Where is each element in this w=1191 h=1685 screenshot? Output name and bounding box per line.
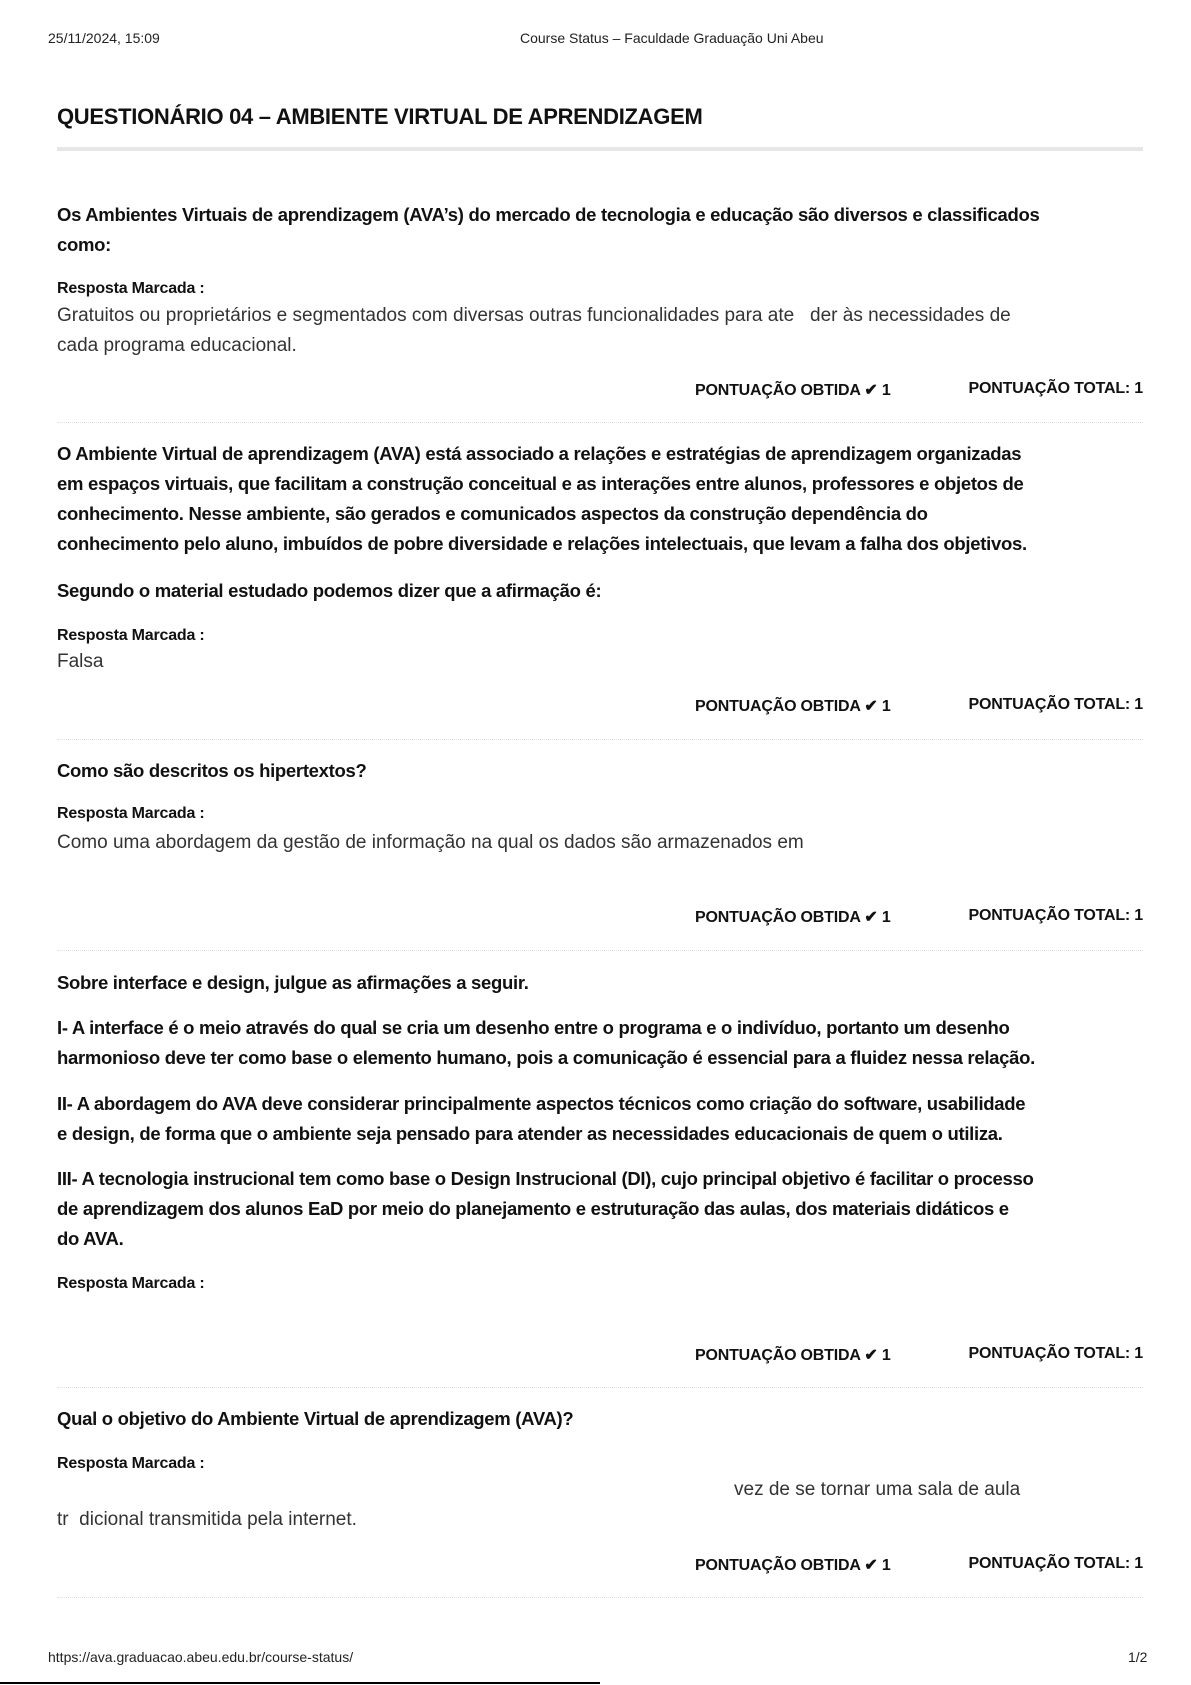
page-title: QUESTIONÁRIO 04 – AMBIENTE VIRTUAL DE APRENDIZAGEM <box>57 104 703 129</box>
print-page-title: Course Status – Faculdade Graduação Uni Abeu <box>520 30 824 46</box>
question-5-answer-line-2: tr dicional transmitida pela internet. <box>57 1509 357 1530</box>
print-url: https://ava.graduacao.abeu.edu.br/course-status/ <box>48 1649 354 1665</box>
check-icon: ✔ <box>864 698 878 715</box>
statement-2: II- A abordagem do AVA deve considerar principalmente aspectos técnicos como criação do software, usabilidade e design, de forma que o ambiente seja pensado para atender as necessidades educacionais de quem o utiliza. <box>57 1093 1026 1144</box>
title-divider <box>57 147 1143 151</box>
page-edge-line <box>0 1682 600 1684</box>
score-total: PONTUAÇÃO TOTAL: 1 <box>968 380 1143 397</box>
answer-label: Resposta Marcada : <box>57 1455 205 1472</box>
score-total: PONTUAÇÃO TOTAL: 1 <box>968 696 1143 713</box>
score-obtained-label: PONTUAÇÃO OBTIDA <box>695 909 861 926</box>
score-obtained <box>695 380 891 400</box>
question-5-answer-line-1: vez de se tornar uma sala de aula <box>734 1479 1021 1500</box>
statement-3: III- A tecnologia instrucional tem como base o Design Instrucional (DI), cujo principal objetivo é facilitar o processo de aprendizagem dos alunos EaD por meio do planejamento e estruturação das aulas, dos materiais didáticos e do AVA. <box>57 1168 1034 1249</box>
answer-label: Resposta Marcada : <box>57 280 205 297</box>
score-obtained-value: 1 <box>881 698 891 715</box>
score-obtained <box>695 1555 891 1575</box>
score-obtained-value: 1 <box>881 1347 891 1364</box>
score-obtained-value: 1 <box>881 1557 891 1574</box>
score-obtained-label: PONTUAÇÃO OBTIDA <box>695 382 861 399</box>
question-2-answer: Falsa <box>57 651 104 672</box>
score-total: PONTUAÇÃO TOTAL: 1 <box>968 1345 1143 1362</box>
question-5-text: Qual o objetivo do Ambiente Virtual de aprendizagem (AVA)? <box>57 1408 574 1429</box>
check-icon: ✔ <box>864 382 878 399</box>
score-obtained-label: PONTUAÇÃO OBTIDA <box>695 698 861 715</box>
print-page-number: 1/2 <box>1128 1649 1148 1665</box>
statement-1: I- A interface é o meio através do qual se cria um desenho entre o programa e o indivíduo, portanto um desenho harmonioso deve ter como base o elemento humano, pois a comunicação é essencial para a fluidez nessa relação. <box>57 1017 1035 1068</box>
score-obtained <box>695 696 891 716</box>
question-divider <box>57 950 1143 951</box>
question-divider <box>57 739 1143 740</box>
question-4-text: Sobre interface e design, julgue as afirmações a seguir. <box>57 972 529 993</box>
question-1-answer: Gratuitos ou proprietários e segmentados com diversas outras funcionalidades para ate der às necessidades de cada programa educacional. <box>57 305 1011 356</box>
print-datetime: 25/11/2024, 15:09 <box>48 30 160 46</box>
check-icon: ✔ <box>864 1557 878 1574</box>
score-obtained-label: PONTUAÇÃO OBTIDA <box>695 1557 861 1574</box>
answer-label: Resposta Marcada : <box>57 805 205 822</box>
check-icon: ✔ <box>864 909 878 926</box>
question-divider <box>57 422 1143 423</box>
answer-label: Resposta Marcada : <box>57 627 205 644</box>
question-divider <box>57 1597 1143 1598</box>
question-3-answer: Como uma abordagem da gestão de informação na qual os dados são armazenados em <box>57 832 804 853</box>
score-obtained <box>695 907 891 927</box>
question-3-text: Como são descritos os hipertextos? <box>57 760 367 781</box>
check-icon: ✔ <box>864 1347 878 1364</box>
score-obtained-label: PONTUAÇÃO OBTIDA <box>695 1347 861 1364</box>
question-2-prompt: Segundo o material estudado podemos dizer que a afirmação é: <box>57 580 602 601</box>
score-total: PONTUAÇÃO TOTAL: 1 <box>968 907 1143 924</box>
question-1-text: Os Ambientes Virtuais de aprendizagem (AVA’s) do mercado de tecnologia e educação são diversos e classificados como: <box>57 204 1040 255</box>
question-divider <box>57 1387 1143 1388</box>
score-obtained-value: 1 <box>881 909 891 926</box>
answer-label: Resposta Marcada : <box>57 1275 205 1292</box>
score-obtained <box>695 1345 891 1365</box>
score-obtained-value: 1 <box>881 382 891 399</box>
question-2-text: O Ambiente Virtual de aprendizagem (AVA) está associado a relações e estratégias de aprendizagem organizadas em espaços virtuais, que facilitam a construção conceitual e as interações entre alunos, professores e objetos de conhecimento. Nesse ambiente, são gerados e comunicados aspectos da construção dependência do conhecimento pelo aluno, imbuídos de pobre diversidade e relações intelectuais, que levam a falha dos objetivos. <box>57 443 1027 554</box>
score-total: PONTUAÇÃO TOTAL: 1 <box>968 1555 1143 1572</box>
